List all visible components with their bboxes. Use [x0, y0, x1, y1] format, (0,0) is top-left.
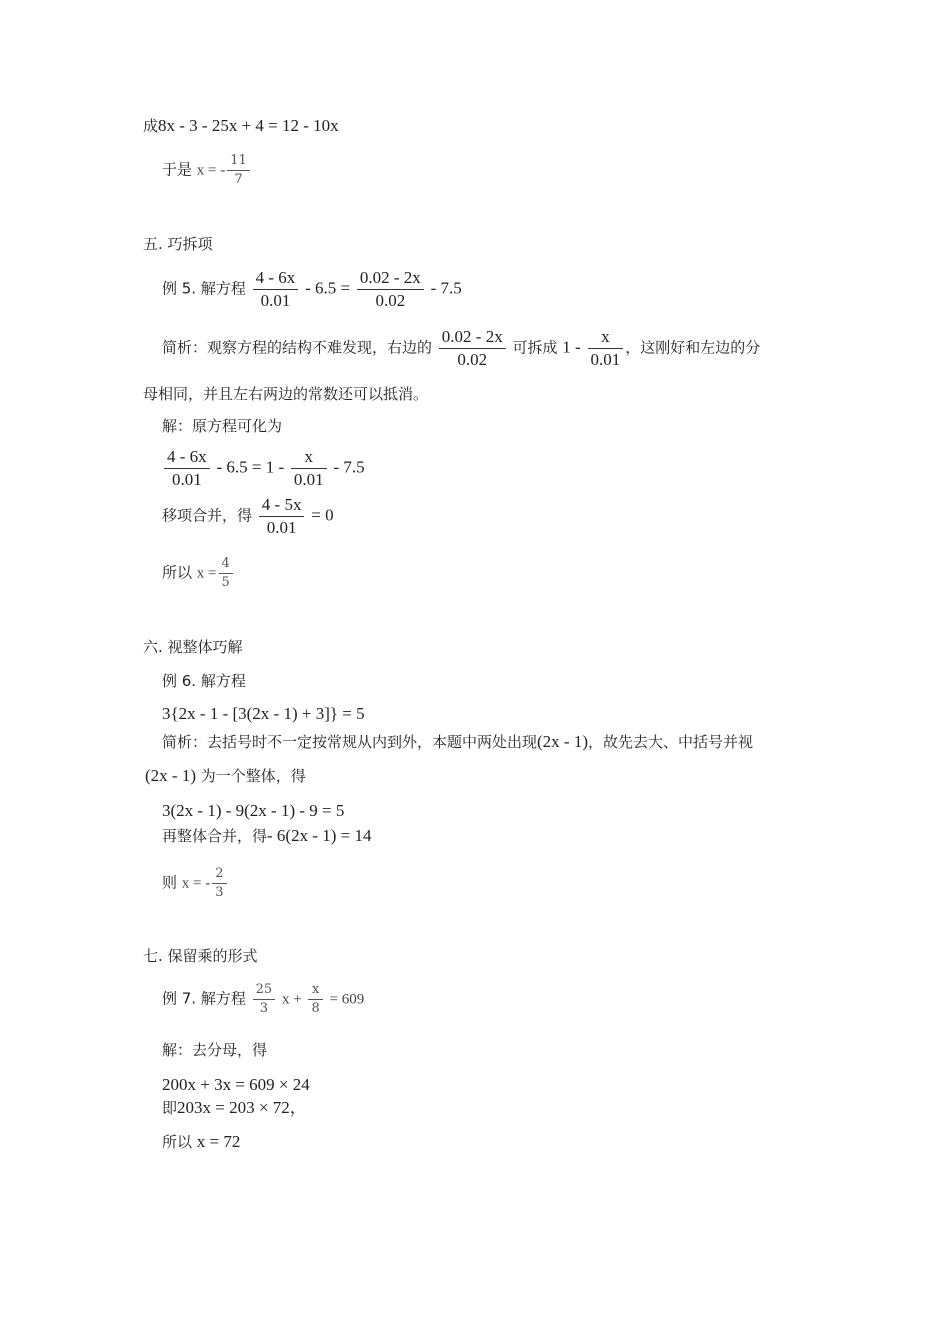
equation: x = -	[181, 875, 211, 892]
denominator: 0.02	[457, 350, 488, 369]
numerator: x	[588, 326, 624, 349]
example-line	[162, 981, 364, 1018]
fraction	[253, 267, 299, 312]
numerator: 25	[253, 981, 276, 1000]
solution-intro	[162, 416, 282, 436]
heading-text: 六. 视整体巧解	[143, 638, 243, 656]
numerator: 4 - 6x	[253, 267, 299, 290]
analysis-line-2	[143, 384, 428, 404]
example-equation	[162, 704, 365, 724]
fraction	[219, 555, 233, 592]
fraction	[253, 981, 276, 1018]
analysis-line	[162, 732, 753, 752]
example-label: 例 5. 解方程	[162, 279, 246, 298]
denominator: 5	[221, 575, 230, 590]
denominator: 0.01	[293, 470, 324, 489]
numerator: 0.02 - 2x	[357, 267, 424, 290]
equation-part: - 6.5 =	[305, 278, 351, 298]
equation: 8x - 3 - 25x + 4 = 12 - 10x	[158, 116, 339, 135]
example-label: 例 6. 解方程	[162, 672, 246, 690]
equation: x = 72	[196, 1132, 241, 1151]
text-prefix: 则	[162, 873, 178, 892]
text-prefix: 所以	[162, 1133, 193, 1151]
text-prefix: 成	[143, 117, 159, 135]
numerator: 11	[227, 152, 250, 171]
denominator: 3	[215, 885, 224, 900]
equation-part: - 7.5	[430, 278, 462, 298]
equation: 203x = 203 × 72，	[177, 1098, 307, 1117]
analysis-text: 为一个整体，得	[200, 767, 306, 785]
analysis-text: 母相同，并且左右两边的常数还可以抵消。	[143, 385, 429, 403]
solution-text: 解：去分母，得	[162, 1041, 268, 1059]
equation-part: = 0	[311, 505, 334, 525]
analysis-text: ，这刚好和左边的分	[625, 338, 761, 357]
fraction	[308, 981, 322, 1018]
equation-part: - 6.5 = 1 -	[216, 457, 285, 477]
equation: 3{2x - 1 - [3(2x - 1) + 3]} = 5	[162, 704, 365, 723]
result-line	[162, 152, 252, 189]
section-heading	[143, 946, 258, 966]
fraction	[212, 865, 226, 902]
numerator: 4 - 5x	[259, 494, 305, 517]
section-heading	[143, 234, 213, 254]
equation-part: = 609	[329, 991, 365, 1008]
equation: x =	[196, 565, 217, 582]
step-line	[162, 1075, 310, 1095]
heading-text: 五. 巧拆项	[143, 235, 213, 253]
analysis-text: 可拆成	[512, 338, 558, 357]
equation: - 6(2x - 1) = 14	[267, 826, 372, 845]
equation-part: (2x - 1)	[537, 732, 588, 751]
analysis-line-2	[145, 766, 306, 786]
result-line	[162, 1132, 240, 1152]
analysis-text: 简析：去括号时不一定按常规从内到外，本题中两处出现	[162, 733, 538, 751]
equation-line	[143, 116, 339, 136]
fraction	[291, 446, 327, 491]
example-line	[162, 267, 462, 312]
fraction	[227, 152, 250, 189]
numerator: x	[291, 446, 327, 469]
numerator: 4	[219, 555, 233, 574]
denominator: 8	[311, 1001, 320, 1016]
heading-text: 七. 保留乘的形式	[143, 947, 258, 965]
analysis-text: 简析：观察方程的结构不难发现，右边的	[162, 338, 433, 357]
result-line	[162, 865, 229, 902]
result-line	[162, 555, 235, 592]
equation: x = -	[196, 162, 226, 179]
section-heading	[143, 637, 243, 657]
denominator: 0.02	[375, 291, 406, 310]
equation-part: - 7.5	[333, 457, 365, 477]
equation: 200x + 3x = 609 × 24	[162, 1075, 310, 1094]
step-line	[162, 446, 365, 491]
step-line	[162, 1098, 307, 1118]
numerator: 2	[212, 865, 226, 884]
fraction	[259, 494, 305, 539]
denominator: 3	[259, 1001, 269, 1016]
numerator: 0.02 - 2x	[439, 326, 506, 349]
example-label: 例 7. 解方程	[162, 989, 246, 1008]
example-line	[162, 671, 246, 691]
denominator: 7	[234, 172, 243, 187]
step-text: 再整体合并，得	[162, 827, 268, 845]
text-prefix: 所以	[162, 563, 193, 582]
equation-part: 1 -	[562, 337, 581, 357]
step-line	[162, 826, 372, 846]
analysis-line	[162, 326, 760, 371]
fraction	[357, 267, 424, 312]
denominator: 0.01	[260, 291, 291, 310]
equation-part: (2x - 1)	[145, 766, 196, 785]
equation: 3(2x - 1) - 9(2x - 1) - 9 = 5	[162, 801, 345, 820]
fraction	[439, 326, 506, 371]
solution-intro	[162, 1040, 267, 1060]
step-line	[162, 801, 344, 821]
step-line	[162, 494, 334, 539]
denominator: 0.01	[590, 350, 621, 369]
numerator: x	[308, 981, 322, 1000]
text-prefix: 于是	[162, 160, 193, 179]
denominator: 0.01	[266, 518, 297, 537]
denominator: 0.01	[171, 470, 202, 489]
step-text: 移项合并，得	[162, 506, 253, 525]
fraction	[164, 446, 210, 491]
step-text: 即	[162, 1099, 178, 1117]
numerator: 4 - 6x	[164, 446, 210, 469]
solution-text: 解：原方程可化为	[162, 417, 283, 435]
analysis-text: ，故先去大、中括号并视	[588, 733, 754, 751]
equation-part: x +	[281, 991, 302, 1008]
fraction	[588, 326, 624, 371]
